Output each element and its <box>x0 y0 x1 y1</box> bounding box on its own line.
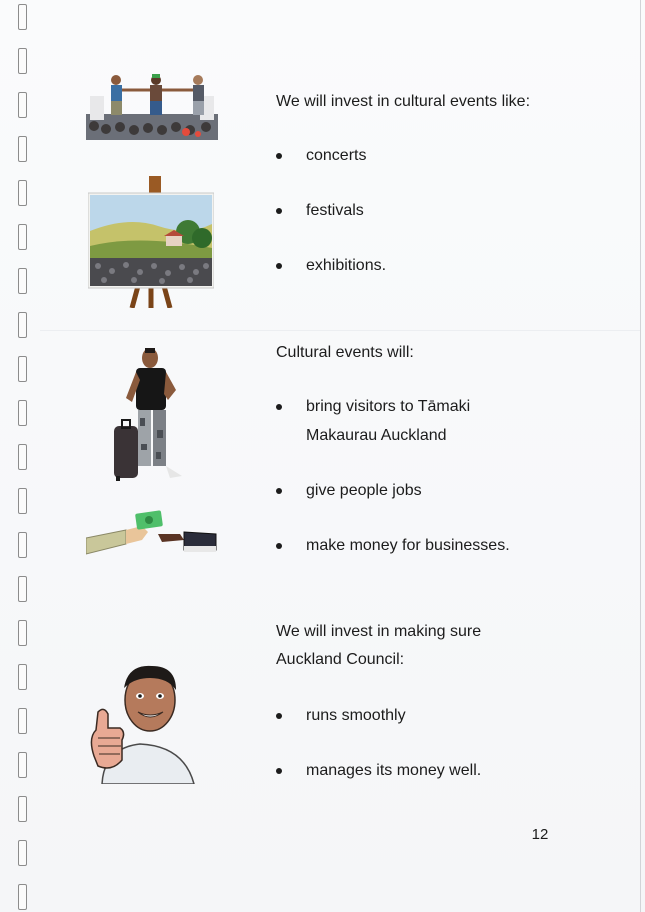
binding-ring <box>18 444 27 470</box>
binding-ring <box>18 268 27 294</box>
section-3-intro-cont: Auckland Council: <box>276 651 405 668</box>
binding-ring <box>18 312 27 338</box>
binding-ring <box>18 664 27 690</box>
binding-ring <box>18 92 27 118</box>
binding-ring <box>18 488 27 514</box>
bullet-dot <box>276 263 282 269</box>
binding-ring <box>18 884 27 910</box>
bullet-dot <box>276 713 282 719</box>
binding-ring <box>18 796 27 822</box>
painting-on-easel-icon <box>88 176 214 308</box>
list-item-text: exhibitions. <box>306 257 387 274</box>
binding-ring <box>18 576 27 602</box>
binding-ring <box>18 840 27 866</box>
crowd-concert-icon <box>86 74 218 140</box>
binding-ring <box>18 4 27 30</box>
page-edge <box>640 0 641 912</box>
page-number: 12 <box>531 826 549 843</box>
bleed-through <box>40 330 640 331</box>
binding-ring <box>18 620 27 646</box>
list-item-text: manages its money well. <box>306 762 482 779</box>
binding-ring <box>18 532 27 558</box>
section-1-intro: We will invest in cultural events like: <box>276 93 531 110</box>
man-with-suitcase-icon <box>110 346 190 482</box>
list-item-text: make money for businesses. <box>306 537 510 554</box>
list-item-text: Makaurau Auckland <box>306 427 447 444</box>
binding-ring <box>18 180 27 206</box>
section-2-intro: Cultural events will: <box>276 344 414 361</box>
list-item-text: concerts <box>306 147 367 164</box>
money-handover-icon <box>86 510 220 562</box>
list-item-text: give people jobs <box>306 482 422 499</box>
bullet-dot <box>276 543 282 549</box>
bullet-dot <box>276 153 282 159</box>
section-3-intro: We will invest in making sure <box>276 623 482 640</box>
binding-ring <box>18 708 27 734</box>
binding-ring <box>18 356 27 382</box>
bullet-dot <box>276 768 282 774</box>
bullet-dot <box>276 208 282 214</box>
bullet-dot <box>276 488 282 494</box>
binding-ring <box>18 224 27 250</box>
binding-ring <box>18 752 27 778</box>
binding-ring <box>18 400 27 426</box>
list-item-text: runs smoothly <box>306 707 406 724</box>
list-item-text: festivals <box>306 202 364 219</box>
binding-ring <box>18 48 27 74</box>
thumbs-up-man-icon <box>84 662 198 784</box>
spiral-binding <box>8 0 38 912</box>
binding-ring <box>18 136 27 162</box>
list-item-text: bring visitors to Tāmaki <box>306 398 471 415</box>
bullet-dot <box>276 404 282 410</box>
